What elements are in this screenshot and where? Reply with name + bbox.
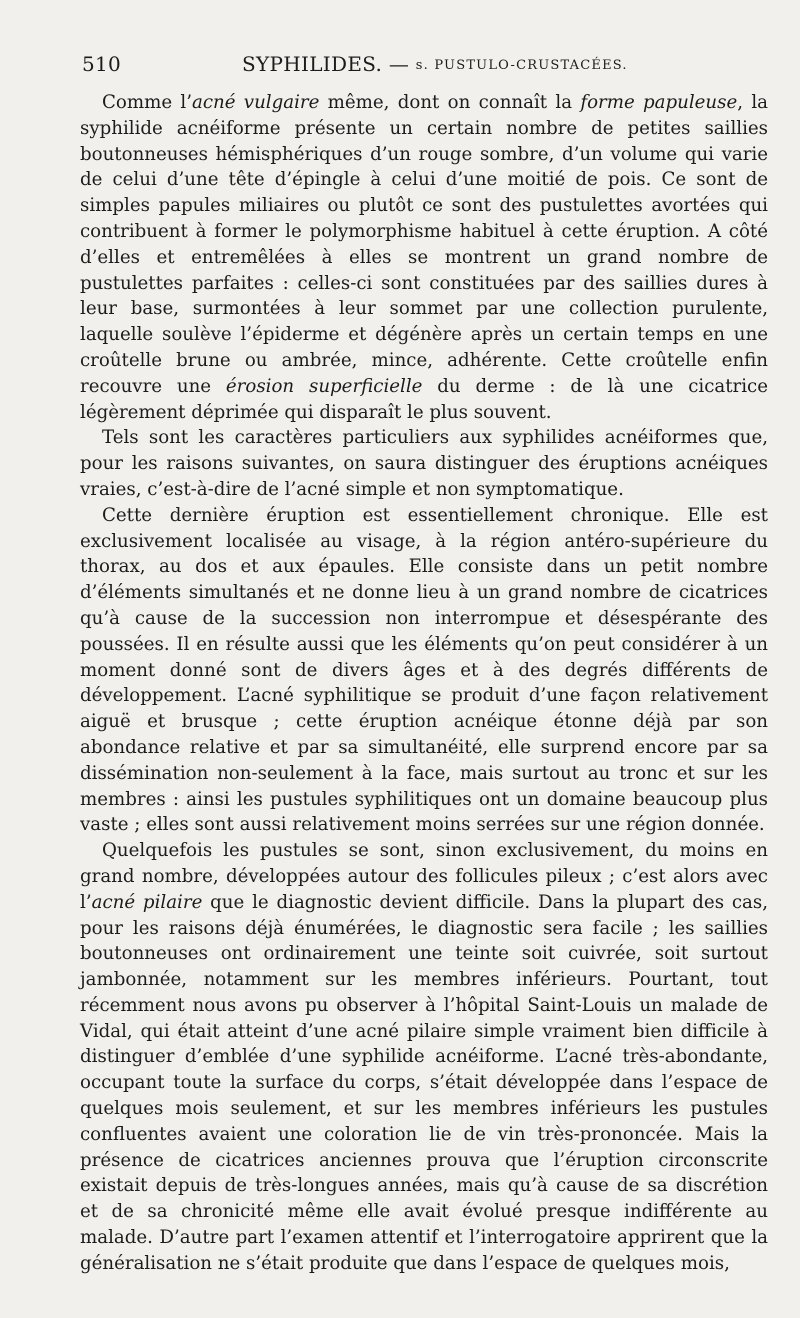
running-title-main: SYPHILIDES. — <box>242 52 410 76</box>
paragraph-3 <box>80 503 768 838</box>
text-run: même, dont on connaît la <box>319 92 581 113</box>
body-text <box>80 90 768 1277</box>
text-run: Tels sont les caractères particuliers aux syphilides acnéiformes que, pour les raisons suivantes, on saura distinguer des éruptions acnéiques vraies, c’est-à-dire de l’acné simple et non symptomatique. <box>80 427 768 500</box>
page-header <box>82 52 770 80</box>
text-run: , la syphilide acnéiforme présente un certain nombre de petites saillies boutonneuses hémisphériques d’un rouge sombre, d’un volume qui varie de celui d’une tête d’épingle à celui d’une moitié de pois. Ce sont de simples papules miliaires ou plutôt ce sont des pustulettes avortées qui contribuent à former le polymorphisme habituel à cette éruption. A côté d’elles et entremêlées à elles se montrent un grand nombre de pustulettes parfaites : celles-ci sont constituées par des saillies dures à leur base, surmontées à leur sommet par une collection purulente, laquelle soulève l’épiderme et dégénère après un certain temps en une croûtelle brune ou ambrée, mince, adhérente. Cette croûtelle enfin recouvre une <box>80 92 768 397</box>
section-title: s. PUSTULO-CRUSTACÉES. <box>415 58 628 73</box>
text-run: Comme l’ <box>102 92 193 113</box>
paragraph-4 <box>80 838 768 1277</box>
text-run: du derme : de là une cicatrice légèrement déprimée qui disparaît le plus souvent. <box>80 375 768 423</box>
italic-term: forme papuleuse <box>580 92 738 113</box>
text-run: Quelquefois les pustules se sont, sinon exclusivement, du moins en grand nombre, développées autour des follicules pileux ; c’est alors avec l’ <box>80 840 768 913</box>
paragraph-1 <box>80 90 768 425</box>
page-number: 510 <box>82 52 122 76</box>
italic-term: érosion superficielle <box>225 375 423 397</box>
italic-term: acné vulgaire <box>192 92 320 113</box>
text-run: Cette dernière éruption est essentiellement chronique. Elle est exclusivement localisée au visage, à la région antéro-supérieure du thorax, au dos et aux épaules. Elle consiste dans un petit nombre d’éléments simultanés et ne donne lieu à un grand nombre de cicatrices qu’à cause de la succession non interrompue et désespérante des poussées. Il en résulte aussi que les éléments qu’on peut considérer à un moment donné sont de divers âges et à des degrés différents de développement. L’acné syphilitique se produit d’une façon relativement aiguë et brusque ; cette éruption acnéique étonne déjà par son abondance relative et par sa simultanéité, elle surprend encore par sa dissémination non-seulement à la face, mais surtout au tronc et sur les membres : ainsi les pustules syphilitiques ont un domaine beaucoup plus vaste ; elles sont aussi relativement moins serrées sur une région donnée. <box>80 504 768 836</box>
running-title <box>242 52 628 76</box>
text-run: que le diagnostic devient difficile. Dans la plupart des cas, pour les raisons déjà énumérées, le diagnostic sera facile ; les saillies boutonneuses ont ordinairement une teinte soit cuivrée, soit surtout jambonnée, notamment sur les membres inférieurs. Pourtant, tout récemment nous avons pu observer à l’hôpital Saint-Louis un malade de Vidal, qui était atteint d’une acné pilaire simple vraiment bien difficile à distinguer d’emblée d’une syphilide acnéiforme. L’acné très-abondante, occupant toute la surface du corps, s’était développée dans l’espace de quelques mois seulement, et sur les membres inférieurs les pustules confluentes avaient une coloration lie de vin très-prononcée. Mais la présence de cicatrices anciennes prouva que l’éruption circonscrite existait depuis de très-longues années, mais qu’à cause de sa discrétion et de sa chronicité même elle avait évolué presque indifférente au malade. D’autre part l’examen attentif et l’interrogatoire apprirent que la généralisation ne s’était produite que dans l’espace de quelques mois, <box>80 891 768 1274</box>
paragraph-2 <box>80 425 768 502</box>
italic-term: acné pilaire <box>91 891 203 913</box>
